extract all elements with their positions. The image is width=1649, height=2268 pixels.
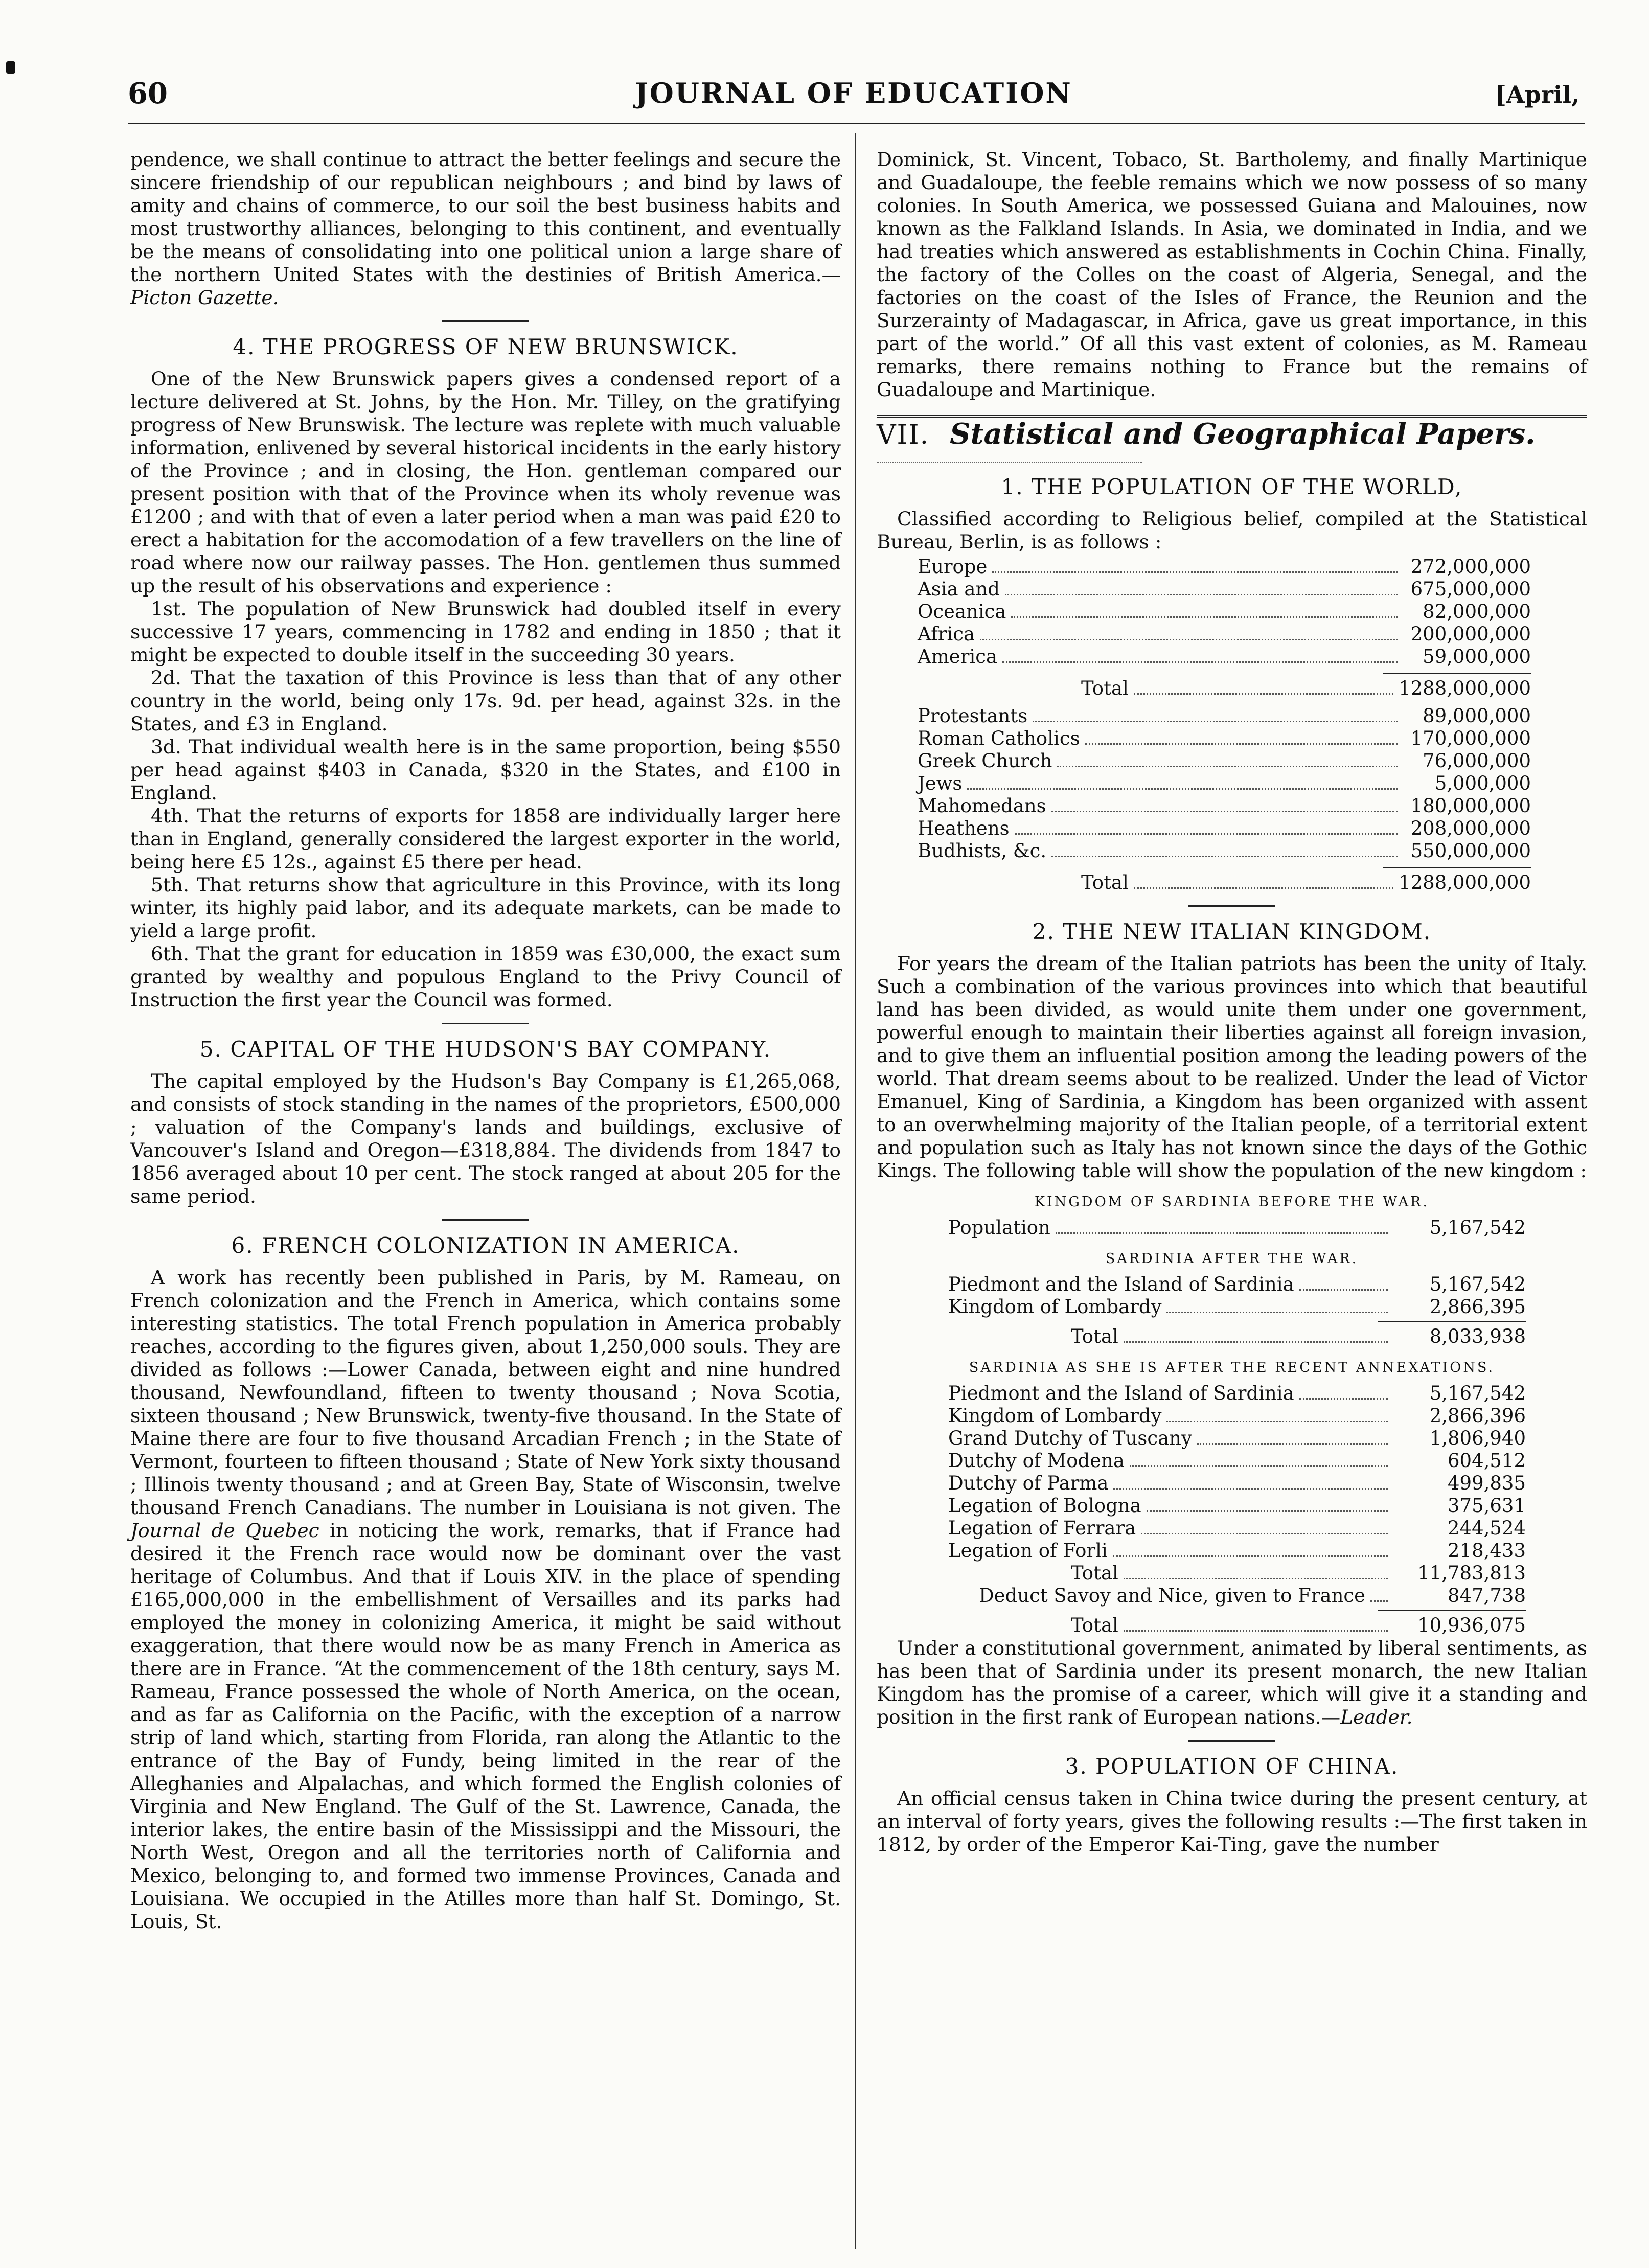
row-value: 2,866,395 — [1429, 1296, 1526, 1318]
right-column — [877, 148, 1587, 1856]
section-separator — [442, 1219, 529, 1221]
row-value: 1,806,940 — [1429, 1427, 1526, 1449]
sardinia-before-war-table — [948, 1217, 1526, 1239]
section-separator — [442, 320, 529, 322]
paragraph: 6th. That the grant for education in 1859 was £30,000, the exact sum granted by wealthy and populous England to the Privy Council of Instruction the first year the Council was formed. — [130, 943, 841, 1011]
paragraph: One of the New Brunswick papers gives a condensed report of a lecture delivered at St. Johns, by the Hon. Mr. Tilley, on the gratifying progress of New Brunswisk. The lecture was replete with much valuable information, enlivened by several historical incidents in the early history of the Province ; and in closing, the Hon. gentleman compared our present position with that of the Province when its wholy revenue was £1200 ; and with that of even a later period when a man was paid £20 to erect a habitation for the accomodation of a few travellers on the line of road where now our railway passes. The Hon. gentlemen thus summed up the result of his observations and experience : — [130, 368, 841, 597]
table-row — [918, 727, 1531, 750]
row-label: Jews — [918, 772, 963, 794]
section-vii-header — [877, 415, 1587, 451]
page-number: 60 — [128, 77, 168, 110]
row-label: Kingdom of Lombardy — [948, 1405, 1162, 1427]
paragraph: 5th. That returns show that agriculture in this Province, with its long winter, its highly paid labor, and its adequate markets, can be made to yield a large profit. — [130, 874, 841, 942]
row-value: 76,000,000 — [1423, 750, 1531, 772]
running-title: JOURNAL OF EDUCATION — [635, 77, 1072, 109]
table-row — [948, 1296, 1526, 1318]
section-separator — [1188, 1740, 1275, 1742]
section-heading-italian-kingdom: 2. THE NEW ITALIAN KINGDOM. — [1032, 919, 1432, 944]
table-row — [948, 1427, 1526, 1450]
table-row — [948, 1495, 1526, 1517]
row-value: 272,000,000 — [1410, 556, 1531, 578]
table-row — [918, 601, 1531, 623]
table-row — [918, 772, 1531, 795]
continents-table — [918, 556, 1531, 668]
row-label: Heathens — [918, 817, 1010, 839]
row-label: Dutchy of Modena — [948, 1450, 1125, 1472]
header-rule — [128, 123, 1585, 124]
row-value: 5,167,542 — [1429, 1382, 1526, 1404]
row-label: Piedmont and the Island of Sardinia — [948, 1273, 1294, 1295]
row-value: 59,000,000 — [1423, 646, 1531, 668]
table-row — [948, 1517, 1526, 1540]
sardinia-after-war-table — [948, 1273, 1526, 1318]
row-label: America — [918, 646, 998, 668]
section-separator — [442, 1023, 529, 1024]
row-value: 218,433 — [1447, 1540, 1526, 1562]
row-value: 244,524 — [1447, 1517, 1526, 1539]
row-value: 5,167,542 — [1429, 1273, 1526, 1295]
row-value: 200,000,000 — [1410, 623, 1531, 645]
section-heading-hudsons-bay: 5. CAPITAL OF THE HUDSON'S BAY COMPANY. — [199, 1037, 772, 1062]
row-label: Population — [948, 1217, 1050, 1239]
running-month: [April, — [1495, 81, 1579, 108]
row-value: 5,000,000 — [1434, 772, 1531, 794]
row-value: 675,000,000 — [1410, 578, 1531, 600]
paragraph: A work has recently been published in Paris, by M. Rameau, on French colonization and the French in America, which contains some interesting statistics. The total French population in America probably reaches, according to the figures given, about 1,250,000 souls. They are divided as follows :—Lower Canada, between eight and nine hundred thousand, Newfoundland, fifteen to twenty thousand ; Nova Scotia, sixteen thousand ; New Brunswick, twenty-five thousand. In the State of Maine there are four to five thousand Arcadian French ; in the State of Vermont, fourteen to fifteen thousand ; State of New York sixty thousand ; Illinois twenty thousand ; and at Green Bay, State of Wisconsin, twelve thousand French Canadians. The number in Louisiana is not given. The Journal de Quebec in noticing the work, remarks, that if France had desired it the French race would now be dominant over the vast heritage of Columbus. And that if Louis XIV. in the place of spending £165,000,000 in the embellishment of Versailles and its parks had employed the money in colonizing America, it might be said without exaggeration, that there would now be as many French in America as there are in France. “At the commencement of the 18th century, says M. Rameau, France possessed the whole of North America, on the ocean, and as far as California on the Pacific, with the exception of a narrow strip of land which, starting from Florida, ran along the Atlantic to the entrance of the Bay of Fundy, being limited in the rear of the Alleghanies and Alpalachas, and which formed the English colonies of Virginia and New England. The Gulf of the St. Lawrence, Canada, the interior lakes, the entire basin of the Mississippi and the Missouri, the North West, Oregon and all the territories north of California and Mexico, belonging to, and formed two immense Provinces, Canada and Louisiana. We occupied in the Atilles more than half St. Domingo, St. Louis, St. — [130, 1266, 841, 1933]
page-header — [128, 77, 1579, 118]
column-divider — [855, 133, 856, 2249]
row-label: Legation of Bologna — [948, 1495, 1141, 1517]
table-row — [918, 705, 1531, 727]
table-row — [948, 1382, 1526, 1405]
table-row — [918, 817, 1531, 840]
row-value: 82,000,000 — [1423, 601, 1531, 623]
table-row — [948, 1405, 1526, 1427]
row-value: 375,631 — [1447, 1495, 1526, 1517]
paragraph: The capital employed by the Hudson's Bay Company is £1,265,068, and consists of stock standing in the names of the proprietors, £500,000 ; valuation of the Company's lands and buildings, exclusive of Vancouver's Island and Oregon—£318,884. The dividends from 1847 to 1856 averaged about 10 per cent. The stock ranged at about 205 for the same period. — [130, 1070, 841, 1207]
table-row — [918, 750, 1531, 772]
row-label: Dutchy of Parma — [948, 1472, 1109, 1494]
table-row — [918, 795, 1531, 817]
table-row — [948, 1217, 1526, 1239]
row-label: Africa — [918, 623, 975, 645]
table-row — [918, 840, 1531, 862]
sardinia-after-war-total: Total 8,033,938 — [948, 1321, 1526, 1348]
row-value: 5,167,542 — [1429, 1217, 1526, 1239]
paragraph: Classified according to Religious belief, compiled at the Statistical Bureau, Berlin, is as follows : — [877, 508, 1587, 553]
table-caption: SARDINIA AS SHE IS AFTER THE RECENT ANNEXATIONS. — [969, 1360, 1495, 1376]
intro-paragraph: pendence, we shall continue to attract the better feelings and secure the sincere friendship of our republican neighbours ; and bind by laws of amity and chains of commerce, to our soil the best business habits and most trustworthy alliances, belonging to this continent, and eventually be the means of consolidating into one political union a large share of the northern United States with the destinies of British America.—Picton Gazette. — [130, 148, 841, 309]
table-row — [918, 578, 1531, 601]
margin-mark — [6, 61, 15, 74]
ornamental-rule — [877, 456, 1142, 463]
paragraph: 3d. That individual wealth here is in the same proportion, being $550 per head against $403 in Canada, $320 in the States, and £100 in England. — [130, 736, 841, 804]
row-label: Roman Catholics — [918, 727, 1080, 749]
religions-total: Total 1288,000,000 — [918, 867, 1531, 894]
row-label: Mahomedans — [918, 795, 1046, 817]
sardinia-annexations-totals: Total 11,783,813 Deduct Savoy and Nice, given to France 847,738 Total 10,936,075 — [979, 1562, 1526, 1636]
table-row — [948, 1472, 1526, 1495]
row-value: 180,000,000 — [1410, 795, 1531, 817]
sardinia-annexations-table — [948, 1382, 1526, 1562]
row-label: Piedmont and the Island of Sardinia — [948, 1382, 1294, 1404]
continued-paragraph: Dominick, St. Vincent, Tobaco, St. Bartholemy, and finally Martinique and Guadaloupe, the feeble remains which we now possess of so many colonies. In South America, we possessed Guiana and Malouines, now known as the Falkland Islands. In Asia, we dominated in India, and we had treaties which answered as establishments in Cochin China. Finally, the factory of the Colles on the coast of Algeria, Senegal, and the factories on the coast of the Isles of France, the Reunion and the Surzerainty of Madagascar, in Africa, gave us great importance, in this part of the world.” Of all this vast extent of colonies, as M. Rameau remarks, there remains nothing to France but the remains of Guadaloupe and Martinique. — [877, 148, 1587, 401]
row-value: 550,000,000 — [1410, 840, 1531, 862]
row-label: Asia and — [918, 578, 1000, 600]
section-heading-new-brunswick: 4. THE PROGRESS OF NEW BRUNSWICK. — [233, 334, 739, 359]
section-heading-world-population: 1. THE POPULATION OF THE WORLD, — [1001, 474, 1463, 499]
section-heading-french-colonization: 6. FRENCH COLONIZATION IN AMERICA. — [231, 1233, 740, 1258]
section-numeral: VII. — [877, 420, 930, 450]
row-label: Kingdom of Lombardy — [948, 1296, 1162, 1318]
paragraph: For years the dream of the Italian patriots has been the unity of Italy. Such a combination of the various provinces into which that beautiful land has been divided, as would unite them under one government, powerful enough to maintain their liberties against all foreign invasion, and to give them an influential position among the leading powers of the world. That dream seems about to be realized. Under the lead of Victor Emanuel, King of Sardinia, a Kingdom has been organized with assent to an overwhelming majority of the Italian people, of a territorial extent and population such as Italy has not known since the days of the Gothic Kings. The following table will show the population of the new kingdom : — [877, 952, 1587, 1182]
religions-table — [918, 705, 1531, 862]
table-row — [948, 1540, 1526, 1562]
table-row — [918, 556, 1531, 578]
row-value: 89,000,000 — [1423, 705, 1531, 727]
row-label: Europe — [918, 556, 988, 578]
paragraph: 2d. That the taxation of this Province is less than that of any other country in the world, being only 17s. 9d. per head, against 32s. in the States, and £3 in England. — [130, 667, 841, 735]
row-label: Oceanica — [918, 601, 1006, 623]
section-heading-china: 3. POPULATION OF CHINA. — [1065, 1754, 1399, 1779]
table-caption: KINGDOM OF SARDINIA BEFORE THE WAR. — [1034, 1194, 1430, 1210]
table-row — [918, 623, 1531, 646]
row-value: 499,835 — [1447, 1472, 1526, 1494]
paragraph: 1st. The population of New Brunswick had doubled itself in every successive 17 years, commencing in 1782 and ending in 1850 ; that it might be expected to double itself in the succeeding 30 years. — [130, 598, 841, 666]
paragraph: Under a constitutional government, animated by liberal sentiments, as has been that of Sardinia under its present monarch, the new Italian Kingdom has the promise of a career, which will give it a standing and position in the first rank of European nations.—Leader. — [877, 1637, 1587, 1728]
row-value: 604,512 — [1447, 1450, 1526, 1472]
continents-total: Total 1288,000,000 — [918, 673, 1531, 700]
row-value: 208,000,000 — [1410, 817, 1531, 839]
row-label: Protestants — [918, 705, 1028, 727]
left-column — [130, 148, 841, 1933]
row-label: Greek Church — [918, 750, 1052, 772]
paragraph: 4th. That the returns of exports for 1858 are individually larger here than in England, generally considered the largest exporter in the world, being here £5 12s., against £5 there per head. — [130, 805, 841, 873]
row-label: Grand Dutchy of Tuscany — [948, 1427, 1192, 1449]
row-value: 170,000,000 — [1410, 727, 1531, 749]
row-label: Legation of Ferrara — [948, 1517, 1136, 1539]
table-row — [918, 646, 1531, 668]
row-label: Budhists, &c. — [918, 840, 1047, 862]
paragraph: An official census taken in China twice during the present century, at an interval of forty years, gives the following results :—The first taken in 1812, by order of the Emperor Kai-Ting, gave the number — [877, 1787, 1587, 1855]
section-title: Statistical and Geographical Papers. — [950, 417, 1536, 451]
section-separator — [1188, 905, 1275, 907]
table-row — [948, 1450, 1526, 1472]
table-caption: SARDINIA AFTER THE WAR. — [1105, 1251, 1359, 1267]
row-label: Legation of Forli — [948, 1540, 1108, 1562]
row-value: 2,866,396 — [1429, 1405, 1526, 1427]
table-row — [948, 1273, 1526, 1296]
